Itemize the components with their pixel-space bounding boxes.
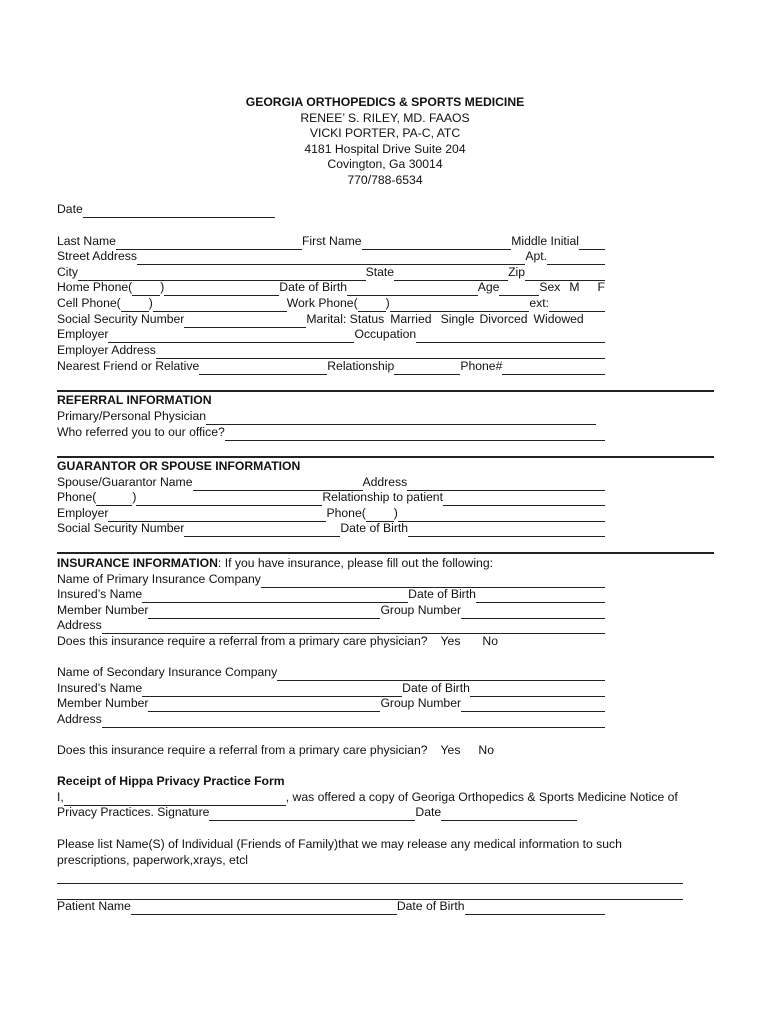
release-names-row-2: [57, 884, 683, 900]
ext-label: ext:: [529, 296, 549, 310]
sex-m-option[interactable]: M: [569, 280, 580, 294]
hippa-signature-field[interactable]: [209, 809, 415, 821]
practice-name: GEORGIA ORTHOPEDICS & SPORTS MEDICINE: [245, 95, 525, 109]
doctor-name-2: VICKI PORTER, PA-C, ATC: [309, 126, 461, 140]
guarantor-phone-row: [57, 490, 605, 506]
patient-name-row: [57, 899, 605, 915]
hippa-date-label: Date: [415, 805, 442, 819]
work-phone-label: Work Phone(: [286, 296, 358, 310]
relationship-to-patient-label: Relationship to patient: [322, 490, 443, 504]
primary-address-row: [57, 618, 605, 634]
hippa-date-field[interactable]: [441, 809, 577, 821]
referral-heading: REFERRAL INFORMATION: [57, 393, 212, 407]
city-label: City: [57, 265, 78, 279]
release-text-row-1: [57, 837, 683, 853]
physician-row: [57, 409, 605, 425]
primary-referral-no-option[interactable]: No: [482, 634, 499, 648]
doctor-name-1: RENEE’ S. RILEY, MD. FAAOS: [300, 110, 470, 125]
apt-label: Apt.: [525, 249, 547, 263]
primary-insured-dob-field[interactable]: [476, 591, 605, 603]
release-names-field-2[interactable]: [57, 888, 683, 900]
secondary-company-row: [57, 665, 605, 681]
home-phone-field[interactable]: [164, 284, 279, 296]
occupation-label: Occupation: [354, 327, 417, 341]
guarantor-phone2-area-code-field[interactable]: [366, 510, 394, 522]
practice-address-line-1: 4181 Hospital Drive Suite 204: [304, 141, 466, 156]
guarantor-phone-label: Phone(: [57, 490, 97, 504]
physician-label: Primary/Personal Physician: [57, 409, 207, 423]
primary-member-number-field[interactable]: [148, 607, 380, 619]
primary-insured-name-label: Insured’s Name: [57, 587, 143, 601]
release-text-row-2: [57, 853, 683, 869]
apt-field[interactable]: [547, 253, 605, 265]
guarantor-address-field[interactable]: [407, 479, 605, 491]
street-address-label: Street Address: [57, 249, 137, 263]
guarantor-name-row: [57, 475, 605, 491]
date-field[interactable]: [83, 206, 275, 218]
secondary-referral-question-row: [57, 743, 605, 759]
occupation-field[interactable]: [416, 331, 605, 343]
middle-initial-label: Middle Initial: [511, 234, 579, 248]
guarantor-dob-field[interactable]: [408, 525, 605, 537]
secondary-company-label: Name of Secondary Insurance Company: [57, 665, 278, 679]
patient-name-field[interactable]: [131, 903, 397, 915]
cell-phone-field[interactable]: [153, 300, 287, 312]
insurance-heading: INSURANCE INFORMATION: [57, 556, 218, 570]
employer-row: [57, 327, 605, 343]
cell-phone-row: [57, 296, 605, 312]
state-field[interactable]: [394, 269, 508, 281]
first-name-label: First Name: [301, 234, 362, 248]
section-divider-referral: [57, 390, 714, 392]
guarantor-ssn-label: Social Security Number: [57, 521, 185, 535]
phone-number-label: Phone#: [460, 359, 503, 373]
phone-number-field[interactable]: [502, 363, 605, 375]
dob-label: Date of Birth: [279, 280, 348, 294]
primary-company-field[interactable]: [261, 576, 605, 588]
date-row: [57, 202, 605, 218]
dob-field[interactable]: [347, 284, 478, 296]
cell-phone-label: Cell Phone(: [57, 296, 121, 310]
referred-by-label: Who referred you to our office?: [57, 425, 225, 439]
secondary-referral-question: Does this insurance require a referral from a primary care physician?: [57, 743, 428, 757]
primary-company-row: [57, 572, 605, 588]
marital-status-label: Marital: Status: [306, 312, 385, 326]
last-name-field[interactable]: [116, 238, 302, 250]
secondary-member-number-field[interactable]: [148, 700, 380, 712]
cell-phone-area-code-field[interactable]: [121, 300, 149, 312]
guarantor-heading: GUARANTOR OR SPOUSE INFORMATION: [57, 459, 301, 473]
guarantor-ssn-row: [57, 521, 605, 537]
guarantor-employer-label: Employer: [57, 506, 109, 520]
hippa-signature-row: [57, 805, 683, 821]
primary-insurance-address-field[interactable]: [102, 622, 605, 634]
ext-field[interactable]: [549, 300, 605, 312]
primary-group-number-label: Group Number: [380, 603, 462, 617]
secondary-insured-dob-field[interactable]: [470, 685, 605, 697]
street-row: [57, 249, 605, 265]
work-phone-field[interactable]: [390, 300, 530, 312]
relationship-to-patient-field[interactable]: [443, 494, 605, 506]
secondary-insured-name-label: Insured’s Name: [57, 681, 143, 695]
home-phone-area-code-field[interactable]: [132, 284, 160, 296]
employer-field[interactable]: [108, 331, 354, 343]
guarantor-dob-label: Date of Birth: [340, 521, 409, 535]
referred-by-field[interactable]: [225, 429, 605, 441]
patient-dob-field[interactable]: [465, 903, 605, 915]
guarantor-phone-field[interactable]: [136, 494, 322, 506]
primary-insured-row: [57, 587, 605, 603]
release-names-row-1: [57, 868, 683, 884]
form-header: [0, 95, 770, 188]
practice-address-line-2: Covington, Ga 30014: [327, 157, 443, 171]
guarantor-employer-field[interactable]: [108, 510, 326, 522]
secondary-insurance-address-field[interactable]: [102, 716, 605, 728]
patient-dob-label: Date of Birth: [396, 899, 465, 913]
state-label: State: [365, 265, 395, 279]
guarantor-address-label: Address: [362, 475, 408, 489]
home-phone-label: Home Phone(: [57, 280, 133, 294]
referred-by-row: [57, 425, 605, 441]
release-instructions-line-1: Please list Name(S) of Individual (Friends of Family)that we may release any medical information to such: [57, 837, 622, 851]
guarantor-phone-area-code-field[interactable]: [96, 494, 132, 506]
employer-address-row: [57, 343, 605, 359]
ssn-label: Social Security Number: [57, 312, 185, 326]
nearest-relative-field[interactable]: [199, 363, 327, 375]
secondary-insured-row: [57, 681, 605, 697]
secondary-group-number-field[interactable]: [461, 700, 605, 712]
guarantor-employer-row: [57, 506, 605, 522]
secondary-insured-name-field[interactable]: [142, 685, 402, 697]
release-instructions-line-2: prescriptions, paperwork,xrays, etcl: [57, 853, 249, 867]
guarantor-phone2-label: Phone(: [326, 506, 366, 520]
primary-referral-yes-option[interactable]: Yes: [440, 634, 461, 648]
secondary-company-field[interactable]: [277, 669, 605, 681]
section-divider-guarantor: [57, 456, 714, 458]
work-phone-area-code-field[interactable]: [358, 300, 386, 312]
marital-single-option[interactable]: Single: [440, 312, 475, 326]
hippa-name-field[interactable]: [64, 794, 286, 806]
release-names-field-1[interactable]: [57, 872, 683, 884]
first-name-field[interactable]: [362, 238, 512, 250]
primary-insured-dob-label: Date of Birth: [408, 587, 476, 601]
nearest-relative-label: Nearest Friend or Relative: [57, 359, 200, 373]
hippa-offered-text: , was offered a copy of Georiga Orthopedics & Sports Medicine Notice of: [285, 790, 678, 804]
guarantor-name-field[interactable]: [193, 479, 363, 491]
insurance-heading-instructions: : If you have insurance, please fill out the following:: [217, 556, 493, 570]
secondary-referral-no-option[interactable]: No: [478, 743, 495, 757]
hippa-heading-row: [57, 774, 683, 790]
street-address-field[interactable]: [137, 253, 525, 265]
name-row: [57, 234, 605, 250]
home-phone-row: [57, 280, 605, 296]
guarantor-ssn-field[interactable]: [184, 525, 340, 537]
insurance-heading-row: [57, 556, 605, 572]
sex-label: Sex: [539, 280, 561, 294]
practice-phone: 770/788-6534: [347, 172, 423, 187]
middle-initial-field[interactable]: [579, 238, 605, 250]
zip-label: Zip: [508, 265, 525, 279]
hippa-signature-label: Privacy Practices. Signature: [57, 805, 210, 819]
secondary-referral-yes-option[interactable]: Yes: [440, 743, 461, 757]
nearest-relative-row: [57, 359, 605, 375]
marital-married-option[interactable]: Married: [390, 312, 432, 326]
age-field[interactable]: [499, 284, 539, 296]
zip-field[interactable]: [525, 269, 605, 281]
primary-member-number-label: Member Number: [57, 603, 149, 617]
city-field[interactable]: [78, 269, 366, 281]
ssn-field[interactable]: [184, 316, 306, 328]
primary-member-row: [57, 603, 605, 619]
physician-field[interactable]: [206, 413, 596, 425]
secondary-insurance-address-label: Address: [57, 712, 102, 726]
marital-divorced-option[interactable]: Divorced: [479, 312, 528, 326]
guarantor-heading-row: [57, 459, 605, 475]
secondary-address-row: [57, 712, 605, 728]
age-label: Age: [477, 280, 500, 294]
secondary-group-number-label: Group Number: [380, 696, 462, 710]
guarantor-phone2-paren: ): [393, 506, 398, 520]
employer-address-field[interactable]: [156, 347, 605, 359]
primary-group-number-field[interactable]: [461, 607, 605, 619]
guarantor-phone-paren: ): [132, 490, 137, 504]
primary-insurance-address-label: Address: [57, 618, 102, 632]
relationship-label: Relationship: [327, 359, 395, 373]
employer-label: Employer: [57, 327, 109, 341]
employer-address-label: Employer Address: [57, 343, 156, 357]
ssn-row: [57, 312, 605, 328]
guarantor-name-label: Spouse/Guarantor Name: [57, 475, 193, 489]
primary-insured-name-field[interactable]: [142, 591, 408, 603]
section-divider-insurance: [57, 552, 714, 554]
guarantor-phone2-field[interactable]: [398, 510, 605, 522]
secondary-member-number-label: Member Number: [57, 696, 149, 710]
hippa-heading: Receipt of Hippa Privacy Practice Form: [57, 774, 285, 788]
secondary-insured-dob-label: Date of Birth: [402, 681, 470, 695]
patient-name-label: Patient Name: [57, 899, 131, 913]
last-name-label: Last Name: [57, 234, 116, 248]
primary-company-label: Name of Primary Insurance Company: [57, 572, 261, 586]
primary-referral-question: Does this insurance require a referral from a primary care physician?: [57, 634, 428, 648]
home-phone-paren: ): [160, 280, 165, 294]
referral-heading-row: [57, 393, 605, 409]
city-row: [57, 265, 605, 281]
hippa-i-label: I,: [57, 790, 64, 804]
secondary-member-row: [57, 696, 605, 712]
hippa-acknowledge-row: [57, 790, 683, 806]
relationship-field[interactable]: [394, 363, 460, 375]
work-phone-paren: ): [385, 296, 390, 310]
primary-referral-question-row: [57, 634, 605, 650]
marital-widowed-option[interactable]: Widowed: [533, 312, 584, 326]
cell-phone-paren: ): [148, 296, 153, 310]
sex-f-option[interactable]: F: [597, 280, 605, 294]
date-label: Date: [57, 202, 83, 216]
